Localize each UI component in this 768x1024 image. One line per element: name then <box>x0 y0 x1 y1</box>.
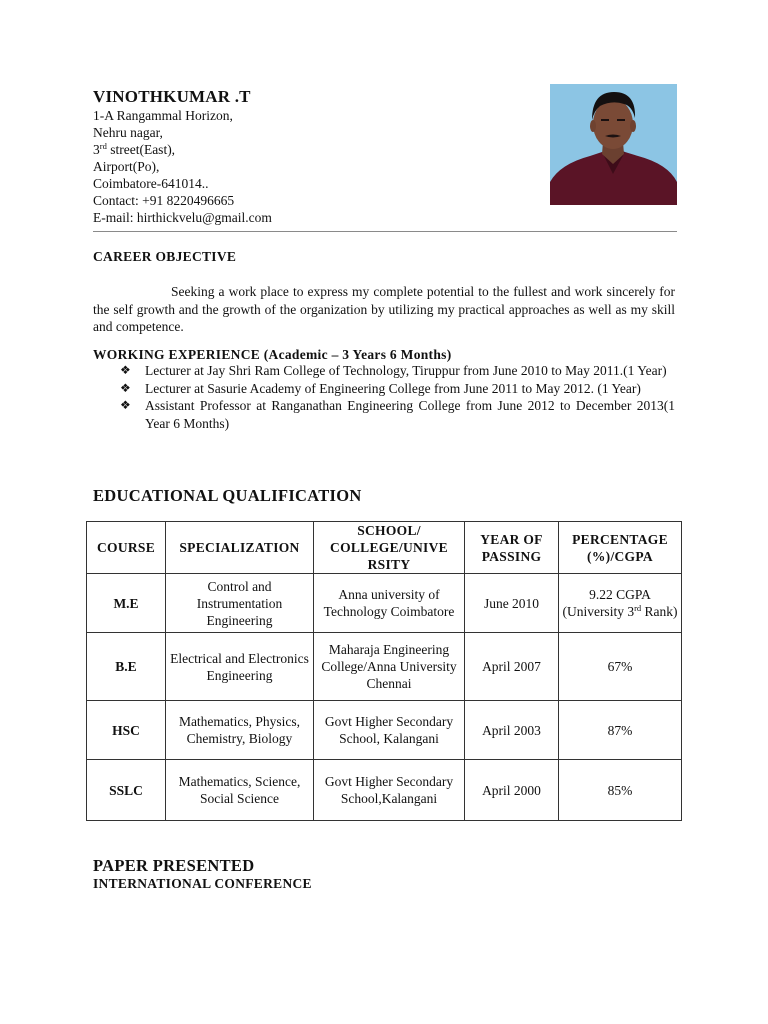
address-line: Nehru nagar, <box>93 125 163 140</box>
education-table <box>86 521 682 821</box>
school-cell: Govt Higher Secondary School,Kalangani <box>314 760 465 821</box>
contact-phone: Contact: +91 8220496665 <box>93 193 235 208</box>
course-cell: SSLC <box>87 760 166 821</box>
year-cell: April 2003 <box>465 701 559 760</box>
column-header: YEAR OF PASSING <box>465 522 559 574</box>
specialization-cell: Mathematics, Physics, Chemistry, Biology <box>166 701 314 760</box>
list-item: ❖ Lecturer at Jay Shri Ram College of Technology, Tiruppur from June 2010 to May 2011.(1 Year) <box>120 363 667 378</box>
career-objective-text: Seeking a work place to express my complete potential to the fullest and work sincerely for the self growth and the growth of the organization by utilizing my practical approaches as well as my skill and competence. <box>93 284 675 334</box>
conference-subheading: INTERNATIONAL CONFERENCE <box>93 876 312 891</box>
header-divider <box>93 231 677 232</box>
profile-photo <box>550 84 677 205</box>
diamond-bullet-icon: ❖ <box>120 363 131 377</box>
course-cell: M.E <box>87 574 166 633</box>
score-cell: 9.22 CGPA (University 3rd Rank) <box>559 574 682 633</box>
table-row <box>87 701 682 760</box>
diamond-bullet-icon: ❖ <box>120 398 131 412</box>
year-cell: April 2000 <box>465 760 559 821</box>
table-row <box>87 633 682 701</box>
address-line: Coimbatore-641014.. <box>93 176 209 191</box>
education-heading: EDUCATIONAL QUALIFICATION <box>93 486 362 505</box>
table-row <box>87 760 682 821</box>
address-line: 1-A Rangammal Horizon, <box>93 108 233 123</box>
candidate-name: VINOTHKUMAR .T <box>93 87 251 106</box>
specialization-cell: Control and Instrumentation Engineering <box>166 574 314 633</box>
school-cell: Maharaja Engineering College/Anna University Chennai <box>314 633 465 701</box>
list-item: ❖ Lecturer at Sasurie Academy of Engineering College from June 2011 to May 2012. (1 Year) <box>120 380 641 396</box>
column-header: SCHOOL/ COLLEGE/UNIVE RSITY <box>314 522 465 574</box>
school-cell: Anna university of Technology Coimbatore <box>314 574 465 633</box>
specialization-cell: Mathematics, Science, Social Science <box>166 760 314 821</box>
specialization-cell: Electrical and Electronics Engineering <box>166 633 314 701</box>
course-cell: HSC <box>87 701 166 760</box>
column-header: PERCENTAGE (%)/CGPA <box>559 522 682 574</box>
list-item: ❖ Assistant Professor at Ranganathan Engineering College from June 2012 to December 2013(1 Year 6 Months) <box>120 398 675 431</box>
score-cell: 87% <box>559 701 682 760</box>
diamond-bullet-icon: ❖ <box>120 380 131 395</box>
career-objective-heading: CAREER OBJECTIVE <box>93 249 237 264</box>
course-cell: B.E <box>87 633 166 701</box>
school-cell: Govt Higher Secondary School, Kalangani <box>314 701 465 760</box>
table-row <box>87 574 682 633</box>
address-line: 3rd street(East), <box>93 141 176 157</box>
table-header-row <box>87 522 682 574</box>
experience-heading: WORKING EXPERIENCE (Academic – 3 Years 6 Months) <box>93 347 452 362</box>
contact-email: E-mail: hirthickvelu@gmail.com <box>93 210 272 225</box>
paper-presented-heading: PAPER PRESENTED <box>93 856 255 875</box>
column-header: COURSE <box>87 522 166 574</box>
column-header: SPECIALIZATION <box>166 522 314 574</box>
score-cell: 85% <box>559 760 682 821</box>
address-block <box>93 107 272 226</box>
score-cell: 67% <box>559 633 682 701</box>
year-cell: April 2007 <box>465 633 559 701</box>
experience-list <box>120 362 675 432</box>
address-line: Airport(Po), <box>93 159 160 174</box>
year-cell: June 2010 <box>465 574 559 633</box>
